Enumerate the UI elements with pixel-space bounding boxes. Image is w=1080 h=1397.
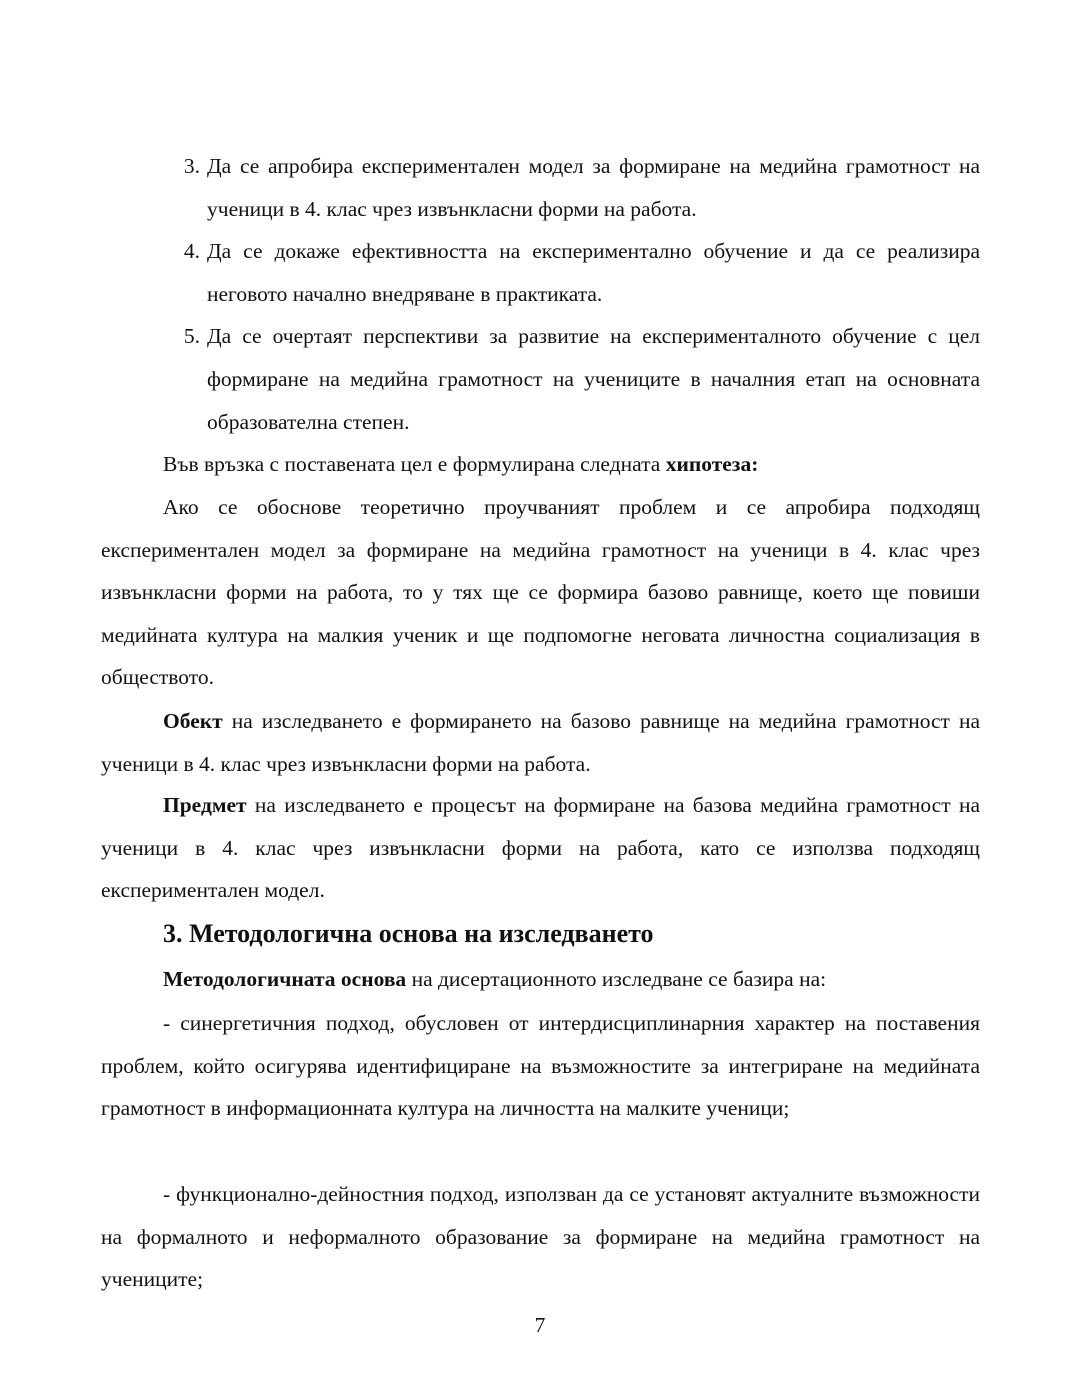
list-item bbox=[170, 145, 980, 230]
object-text: на изследването е формирането на базово равнище на медийна грамотност на ученици в 4. клас чрез извънкласни форми на работа. bbox=[101, 709, 980, 776]
hypothesis-paragraph: Ако се обоснове теоретично проучваният проблем и се апробира подходящ експериментален модел за формиране на медийна грамотност на ученици в 4. клас чрез извънкласни форми на работа, то у тях ще се формира базово равнище, което ще повиши медийната култура на малкия ученик и ще подпомогне неговата личностна социализация в обществото. bbox=[101, 495, 980, 690]
subject-label: Предмет bbox=[163, 793, 247, 817]
list-item-number: 3. bbox=[183, 154, 200, 178]
list-item-text: Да се апробира експериментален модел за формиране на медийна грамотност на ученици в 4. клас чрез извънкласни форми на работа. bbox=[207, 154, 980, 221]
hypothesis-label: хипотеза: bbox=[665, 452, 759, 476]
object-label: Обект bbox=[163, 709, 223, 733]
subject-paragraph bbox=[101, 784, 980, 912]
list-item-text: Да се очертаят перспективи за развитие на експерименталното обучение с цел формиране на медийна грамотност на учениците в началния етап на основната образователна степен. bbox=[207, 324, 980, 434]
list-item-number: 5. bbox=[183, 324, 200, 349]
methodology-intro bbox=[101, 958, 980, 1001]
list-item-number: 4. bbox=[183, 239, 200, 264]
methodology-text: на дисертационното изследване се базира на: bbox=[406, 967, 827, 991]
subject-text: на изследването е процесът на формиране на базова медийна грамотност на ученици в 4. клас чрез извънкласни форми на работа, като се използва подходящ експериментален модел. bbox=[101, 793, 980, 903]
approach-synergetic: - синергетичния подход, обусловен от интердисциплинарния характер на поставения проблем, който осигурява идентифициране на възможностите за интегриране на медийната грамотност в информационната култура на личността на малките ученици; bbox=[101, 1011, 980, 1121]
hypothesis-intro-text: Във връзка с поставената цел е формулирана следната bbox=[163, 452, 666, 476]
list-item-text: Да се докаже ефективността на експериментално обучение и да се реализира неговото начално внедряване в практиката. bbox=[207, 239, 980, 306]
list-item bbox=[170, 230, 980, 315]
object-paragraph bbox=[101, 700, 980, 785]
list-item bbox=[170, 315, 980, 443]
approach-functional: - функционално-дейностния подход, използван да се установят актуалните възможности на формалното и неформалното образование за формиране на медийна грамотност на учениците; bbox=[101, 1182, 980, 1292]
section-heading: 3. Методологична основа на изследването bbox=[163, 919, 654, 948]
page-number: 7 bbox=[534, 1313, 546, 1337]
hypothesis-intro bbox=[101, 443, 980, 486]
methodology-label: Методологичната основа bbox=[163, 967, 407, 991]
objectives-list bbox=[170, 145, 980, 443]
